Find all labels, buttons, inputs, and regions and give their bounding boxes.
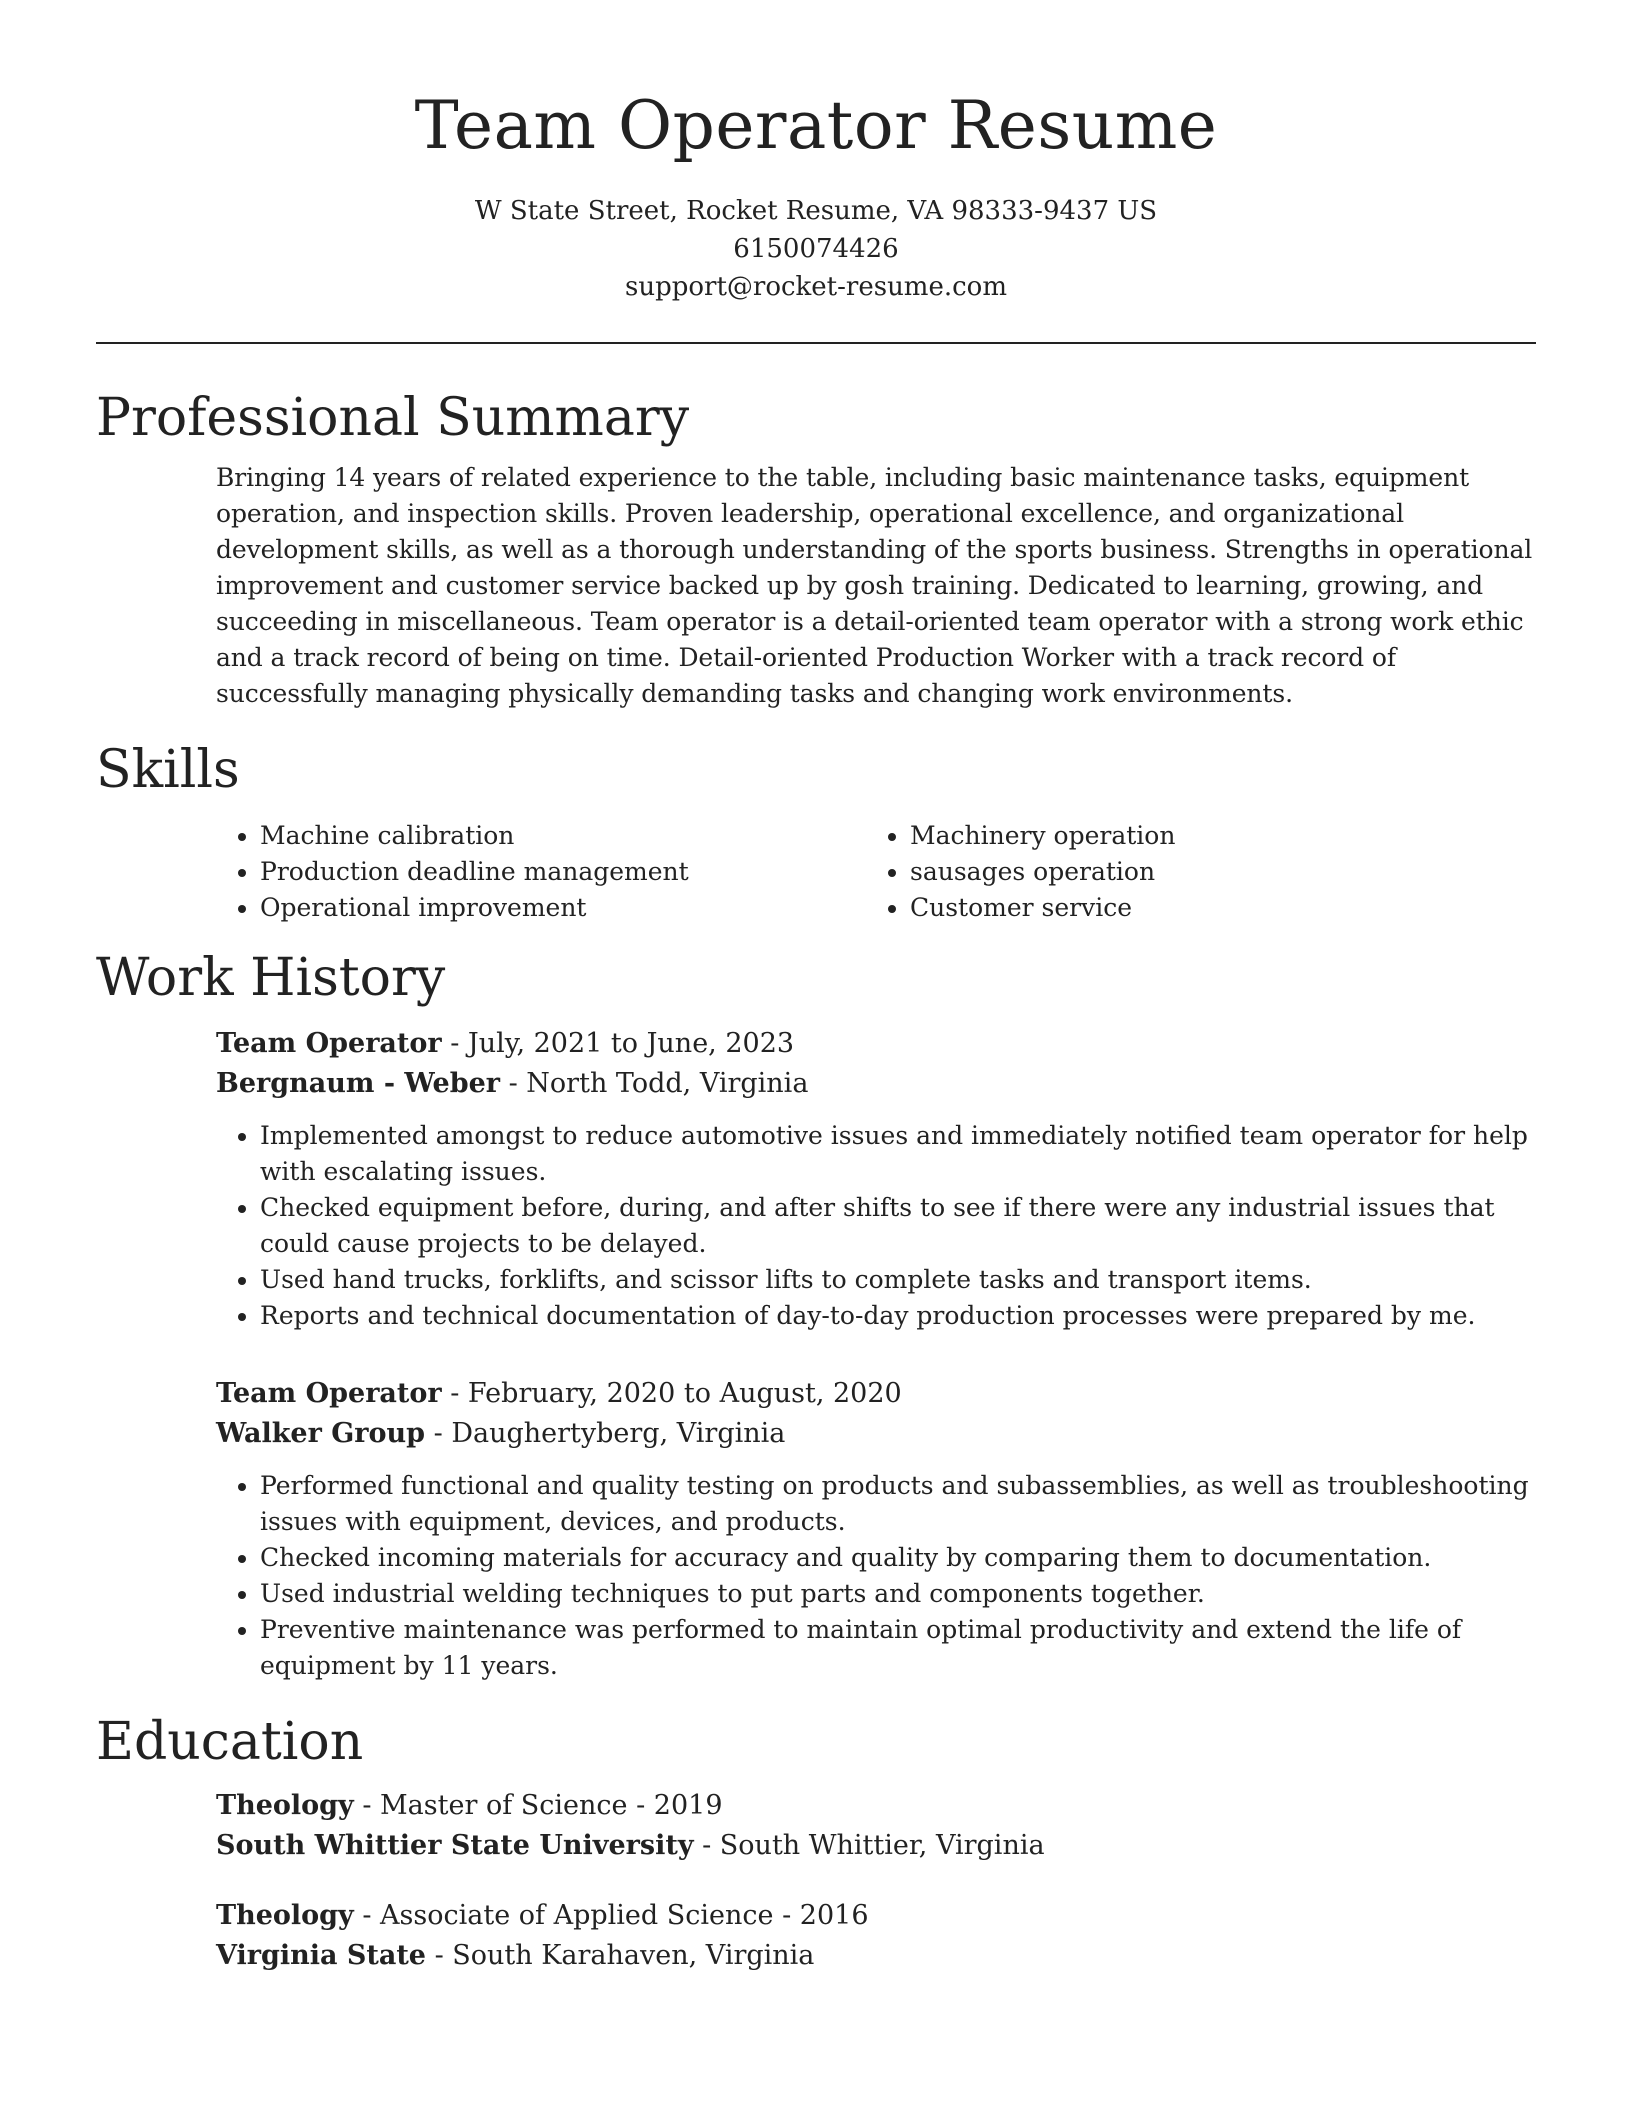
education-section — [96, 1710, 1536, 1976]
page-title: Team Operator Resume — [414, 87, 1218, 164]
job-duty: • Preventive maintenance was performed to maintain optimal productivity and extend the life of equipment by 11 years. — [260, 1612, 1536, 1684]
skills-section — [96, 738, 1536, 926]
job-dates: - February, 2020 to August, 2020 — [441, 1378, 902, 1409]
job-title-line — [216, 1024, 1536, 1064]
job-location: - Daughertyberg, Virginia — [425, 1418, 786, 1449]
education-degree: - Master of Science - 2019 — [353, 1790, 723, 1821]
job-company: Walker Group — [216, 1418, 426, 1449]
job-company-line — [216, 1064, 1536, 1104]
summary-section — [96, 386, 1536, 712]
skills-column-left — [216, 818, 866, 926]
education-entry — [216, 1896, 1536, 1976]
job-duty: • Checked equipment before, during, and after shifts to see if there were any industrial issues that could cause projects to be delayed. — [260, 1190, 1536, 1262]
skills-column-right — [866, 818, 1516, 926]
header-divider — [96, 342, 1536, 344]
education-degree-line — [216, 1896, 1536, 1936]
education-school: South Whittier State University — [216, 1830, 694, 1861]
education-degree: - Associate of Applied Science - 2016 — [353, 1900, 869, 1931]
job-location: - North Todd, Virginia — [500, 1068, 809, 1099]
skill-item: • Production deadline management — [260, 854, 866, 890]
job-duty: • Checked incoming materials for accuracy and quality by comparing them to documentation. — [260, 1540, 1536, 1576]
job-company: Bergnaum - Weber — [216, 1068, 501, 1099]
contact-email: support@rocket-resume.com — [624, 272, 1007, 302]
resume-header — [96, 0, 1536, 306]
work-history-section — [96, 946, 1536, 1684]
job-company-line — [216, 1414, 1536, 1454]
job-entry — [216, 1374, 1536, 1684]
education-field: Theology — [216, 1790, 354, 1821]
job-duty: • Reports and technical documentation of day-to-day production processes were prepared by me. — [260, 1298, 1536, 1334]
job-duty: • Implemented amongst to reduce automotive issues and immediately notified team operator for help with escalating issues. — [260, 1118, 1536, 1190]
skill-item: • Customer service — [910, 890, 1516, 926]
job-duty: • Used industrial welding techniques to put parts and components together. — [260, 1576, 1536, 1612]
skill-item: • sausages operation — [910, 854, 1516, 890]
job-role: Team Operator — [216, 1028, 442, 1059]
job-duties — [216, 1468, 1536, 1684]
contact-phone: 6150074426 — [733, 234, 899, 264]
skills-grid — [216, 818, 1536, 926]
job-duties — [216, 1118, 1536, 1334]
skill-item: • Operational improvement — [260, 890, 866, 926]
education-location: - South Karahaven, Virginia — [426, 1940, 815, 1971]
summary-text: Bringing 14 years of related experience to the table, including basic maintenance tasks, equipment operation, and inspection skills. Proven leadership, operational excellence, and organizational development skills, as well as a thorough understanding of the sports business. Strengths in operational improvement and customer service backed up by gosh training. Dedicated to learning, growing, and succeeding in miscellaneous. Team operator is a detail-oriented team operator with a strong work ethic and a track record of being on time. Detail-oriented Production Worker with a track record of successfully managing physically demanding tasks and changing work environments. — [216, 463, 1533, 708]
education-entry — [216, 1786, 1536, 1866]
skill-item: • Machinery operation — [910, 818, 1516, 854]
resume-page — [96, 0, 1536, 1976]
job-title-line — [216, 1374, 1536, 1414]
job-duty: • Used hand trucks, forklifts, and scissor lifts to complete tasks and transport items. — [260, 1262, 1536, 1298]
education-degree-line — [216, 1786, 1536, 1826]
skill-item: • Machine calibration — [260, 818, 866, 854]
skills-heading: Skills — [96, 740, 240, 800]
education-school-line — [216, 1936, 1536, 1976]
education-school-line — [216, 1826, 1536, 1866]
job-entry — [216, 1024, 1536, 1334]
education-field: Theology — [216, 1900, 354, 1931]
education-location: - South Whittier, Virginia — [693, 1830, 1045, 1861]
contact-address: W State Street, Rocket Resume, VA 98333-9437 US — [474, 196, 1158, 226]
work-history-heading: Work History — [96, 948, 446, 1008]
job-duty: • Performed functional and quality testing on products and subassemblies, as well as troubleshooting issues with equipment, devices, and products. — [260, 1468, 1536, 1540]
summary-heading: Professional Summary — [96, 388, 690, 448]
education-heading: Education — [96, 1712, 364, 1772]
job-role: Team Operator — [216, 1378, 442, 1409]
education-school: Virginia State — [216, 1940, 426, 1971]
job-dates: - July, 2021 to June, 2023 — [441, 1028, 795, 1059]
